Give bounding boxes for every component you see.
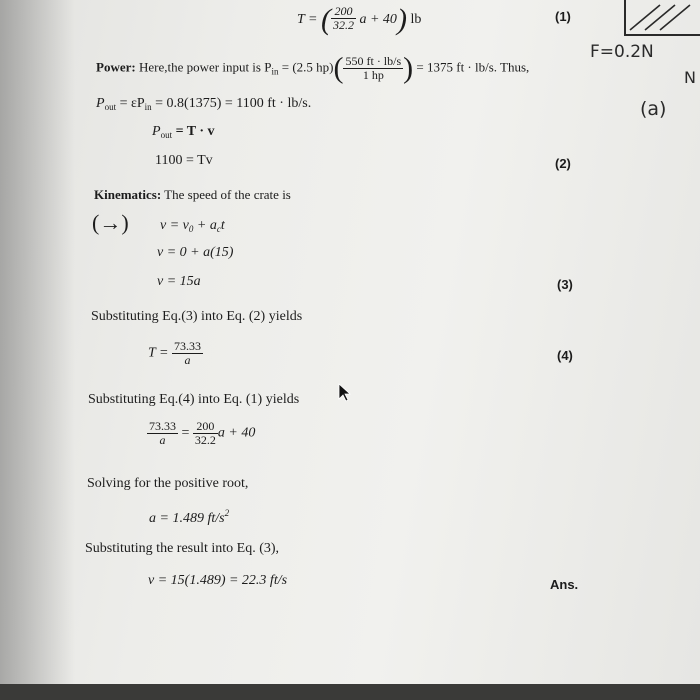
handwritten-corner: N	[684, 68, 696, 87]
power-sub: in	[271, 66, 279, 77]
kinematics-heading: Kinematics:	[94, 187, 162, 202]
pout1-p: P	[96, 96, 105, 111]
eq1-tail: a + 40	[359, 12, 397, 27]
eq1-frac-den: 32.2	[332, 18, 354, 32]
power-text2: = (2.5 hp)	[278, 59, 334, 75]
power-text1: Here,the power input is P	[138, 59, 272, 75]
sub2-text: Substituting Eq.(4) into Eq. (1) yields	[88, 392, 300, 407]
sub2-den2: 32.2	[194, 433, 216, 447]
answer-label: Ans.	[550, 577, 579, 592]
final-result: v = 15(1.489) = 22.3 ft/s	[148, 573, 288, 588]
sub1-text: Substituting Eq.(3) into Eq. (2) yields	[91, 309, 303, 324]
solve-eq: a = 1.489 ft/s	[149, 511, 225, 526]
pout1-sub2: in	[144, 102, 152, 112]
pout-line-1	[96, 96, 311, 115]
solve-text: Solving for the positive root,	[87, 476, 249, 491]
eq2-number: (2)	[555, 156, 571, 171]
cursor-icon	[338, 383, 352, 403]
direction-arrow: (→)	[92, 210, 129, 235]
power-line: Power: Here,the power input is $P_{in} = (2.5$ hp)( $\frac{550 ft \cdot lb/s}{1 hp}$ ) = 1375 ft · lb/s. Thus,	[96, 51, 530, 85]
eq1-frac-num: 200	[331, 5, 356, 19]
kinematics-text: The speed of the crate is	[164, 187, 291, 202]
sub2-equation	[147, 420, 255, 447]
handwritten-force: F=0.2N	[590, 42, 654, 62]
sub2-num2: 200	[193, 420, 218, 434]
kin-l1: v = v	[160, 218, 189, 233]
sub2-num1: 73.33	[149, 419, 176, 433]
eq1-number: (1)	[555, 9, 571, 24]
handwritten-part-label: (a)	[640, 98, 667, 120]
solve-result	[149, 505, 229, 527]
pout2-sub: out	[160, 130, 173, 140]
kin-eq-2: v = 0 + a(15)	[157, 245, 234, 260]
power-text3: = 1375 ft · lb/s. Thus,	[413, 59, 530, 75]
sub2-den1: a	[159, 433, 166, 447]
kin-eq-1	[160, 218, 225, 237]
kin-eq-3: v = 15a	[157, 274, 201, 289]
eq1-line: T = ( $\frac{200}{32.2}$ a + 40) lb	[297, 2, 422, 36]
final-text: Substituting the result into Eq. (3),	[85, 541, 280, 556]
kin-l1-sub2: c	[216, 224, 221, 234]
eq1-unit: lb	[410, 12, 422, 27]
sub2-tail: a + 40	[217, 425, 256, 441]
pout1-sub: out	[104, 102, 117, 112]
power-frac-den: 1 hp	[362, 68, 384, 82]
eq4-den: a	[184, 353, 191, 367]
kin-l1-end: t	[220, 218, 225, 233]
eq1-lhs: T =	[297, 12, 318, 27]
kin-l1-rest: + a	[193, 218, 217, 233]
pout-line-2	[152, 124, 215, 143]
solve-sup: 2	[224, 508, 230, 518]
eq4-lhs: T =	[148, 345, 169, 361]
kin-l1-sub: 0	[188, 224, 194, 234]
sub2-equals: =	[181, 425, 190, 441]
power-heading: Power:	[96, 59, 136, 75]
pout1-rest: = 0.8(1375) = 1100 ft · lb/s.	[151, 96, 312, 111]
pout2-rest: = T · v	[172, 124, 215, 139]
page-shadow	[0, 0, 75, 684]
eq2-lhs: 1100 = Tv	[155, 153, 213, 168]
kinematics-line	[94, 187, 291, 203]
eq4-line	[148, 340, 203, 367]
pout2-p: P	[152, 124, 161, 139]
pout1-text: = εP	[116, 96, 145, 111]
desk-edge	[0, 684, 700, 700]
power-frac-num: 550 ft · lb/s	[345, 54, 402, 68]
eq3-number: (3)	[557, 277, 573, 292]
eq4-number: (4)	[557, 348, 573, 363]
eq4-num: 73.33	[173, 339, 201, 353]
